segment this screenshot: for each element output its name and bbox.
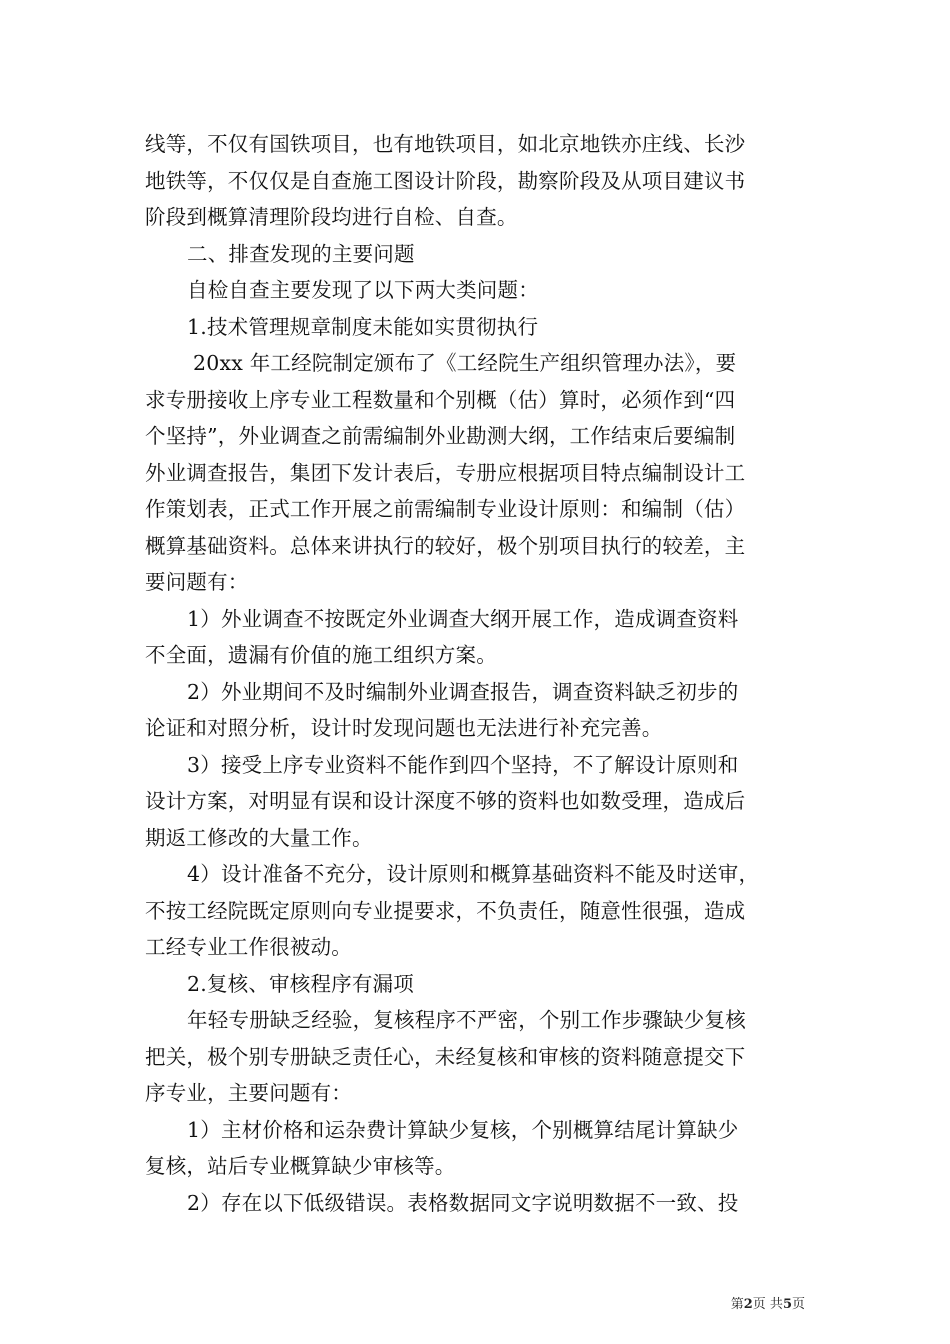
text-line: 外业调查报告，集团下发计表后，专册应根据项目特点编制设计工 (145, 460, 746, 485)
text-line: 把关，极个别专册缺乏责任心，未经复核和审核的资料随意提交下 (145, 1044, 746, 1069)
footer-suffix: 页 (791, 1297, 805, 1312)
text-line: 不按工经院既定原则向专业提要求，不负责任，随意性很强，造成 (145, 898, 746, 923)
text-line: 2）外业期间不及时编制外业调查报告，调查资料缺乏初步的 (187, 679, 739, 704)
text-line: 年轻专册缺乏经验，复核程序不严密，个别工作步骤缺少复核 (187, 1008, 746, 1032)
text-line: 不全面，遗漏有价值的施工组织方案。 (145, 643, 497, 667)
footer-prefix: 第 (730, 1297, 744, 1312)
text-line: 序专业，主要问题有： (145, 1081, 352, 1105)
text-line: 1）主材价格和运杂费计算缺少复核，个别概算结尾计算缺少 (187, 1117, 739, 1142)
text-line: 3）接受上序专业资料不能作到四个坚持，不了解设计原则和 (187, 752, 739, 777)
text-line: 设计方案，对明显有误和设计深度不够的资料也如数受理，造成后 (145, 789, 746, 813)
text-line: 4）设计准备不充分，设计原则和概算基础资料不能及时送审， (187, 862, 760, 886)
text-line: 工经专业工作很被动。 (145, 935, 352, 959)
document-body (145, 126, 810, 1221)
text-line: 阶段到概算清理阶段均进行自检、自查。 (145, 205, 518, 229)
text-line: 1.技术管理规章制度未能如实贯彻执行 (187, 314, 539, 339)
text-line: 概算基础资料。总体来讲执行的较好，极个别项目执行的较差，主 (145, 533, 746, 558)
text-line: 作策划表，正式工作开展之前需编制专业设计原则：和编制（估） (145, 497, 746, 521)
text-line: 地铁等，不仅仅是自查施工图设计阶段，勘察阶段及从项目建议书 (145, 168, 746, 193)
text-line: 自检自查主要发现了以下两大类问题： (187, 278, 539, 302)
text-line: 线等，不仅有国铁项目，也有地铁项目，如北京地铁亦庄线、长沙 (145, 132, 746, 156)
text-line: 期返工修改的大量工作。 (145, 825, 373, 850)
text-line: 要问题有： (145, 570, 249, 594)
page-footer (731, 1296, 805, 1314)
total-page-number: 5 (782, 1297, 792, 1312)
footer-middle: 页 共 (752, 1297, 783, 1312)
text-line: 2）存在以下低级错误。表格数据同文字说明数据不一致、投 (187, 1190, 739, 1215)
text-line: 2.复核、审核程序有漏项 (187, 971, 414, 996)
text-line: 论证和对照分析，设计时发现问题也无法进行补充完善。 (145, 716, 663, 740)
text-line: 1）外业调查不按既定外业调查大纲开展工作，造成调查资料 (187, 606, 739, 631)
text-line: 二、排查发现的主要问题 (187, 241, 415, 266)
text-line: 求专册接收上序专业工程数量和个别概（估）算时，必须作到“四 (145, 387, 736, 412)
current-page-number: 2 (743, 1297, 753, 1312)
text-line: 个坚持”，外业调查之前需编制外业勘测大纲，工作结束后要编制 (145, 424, 736, 448)
text-line: 20xx 年工经院制定颁布了《工经院生产组织管理办法》，要 (193, 351, 737, 375)
text-line: 复核，站后专业概算缺少审核等。 (145, 1154, 456, 1178)
